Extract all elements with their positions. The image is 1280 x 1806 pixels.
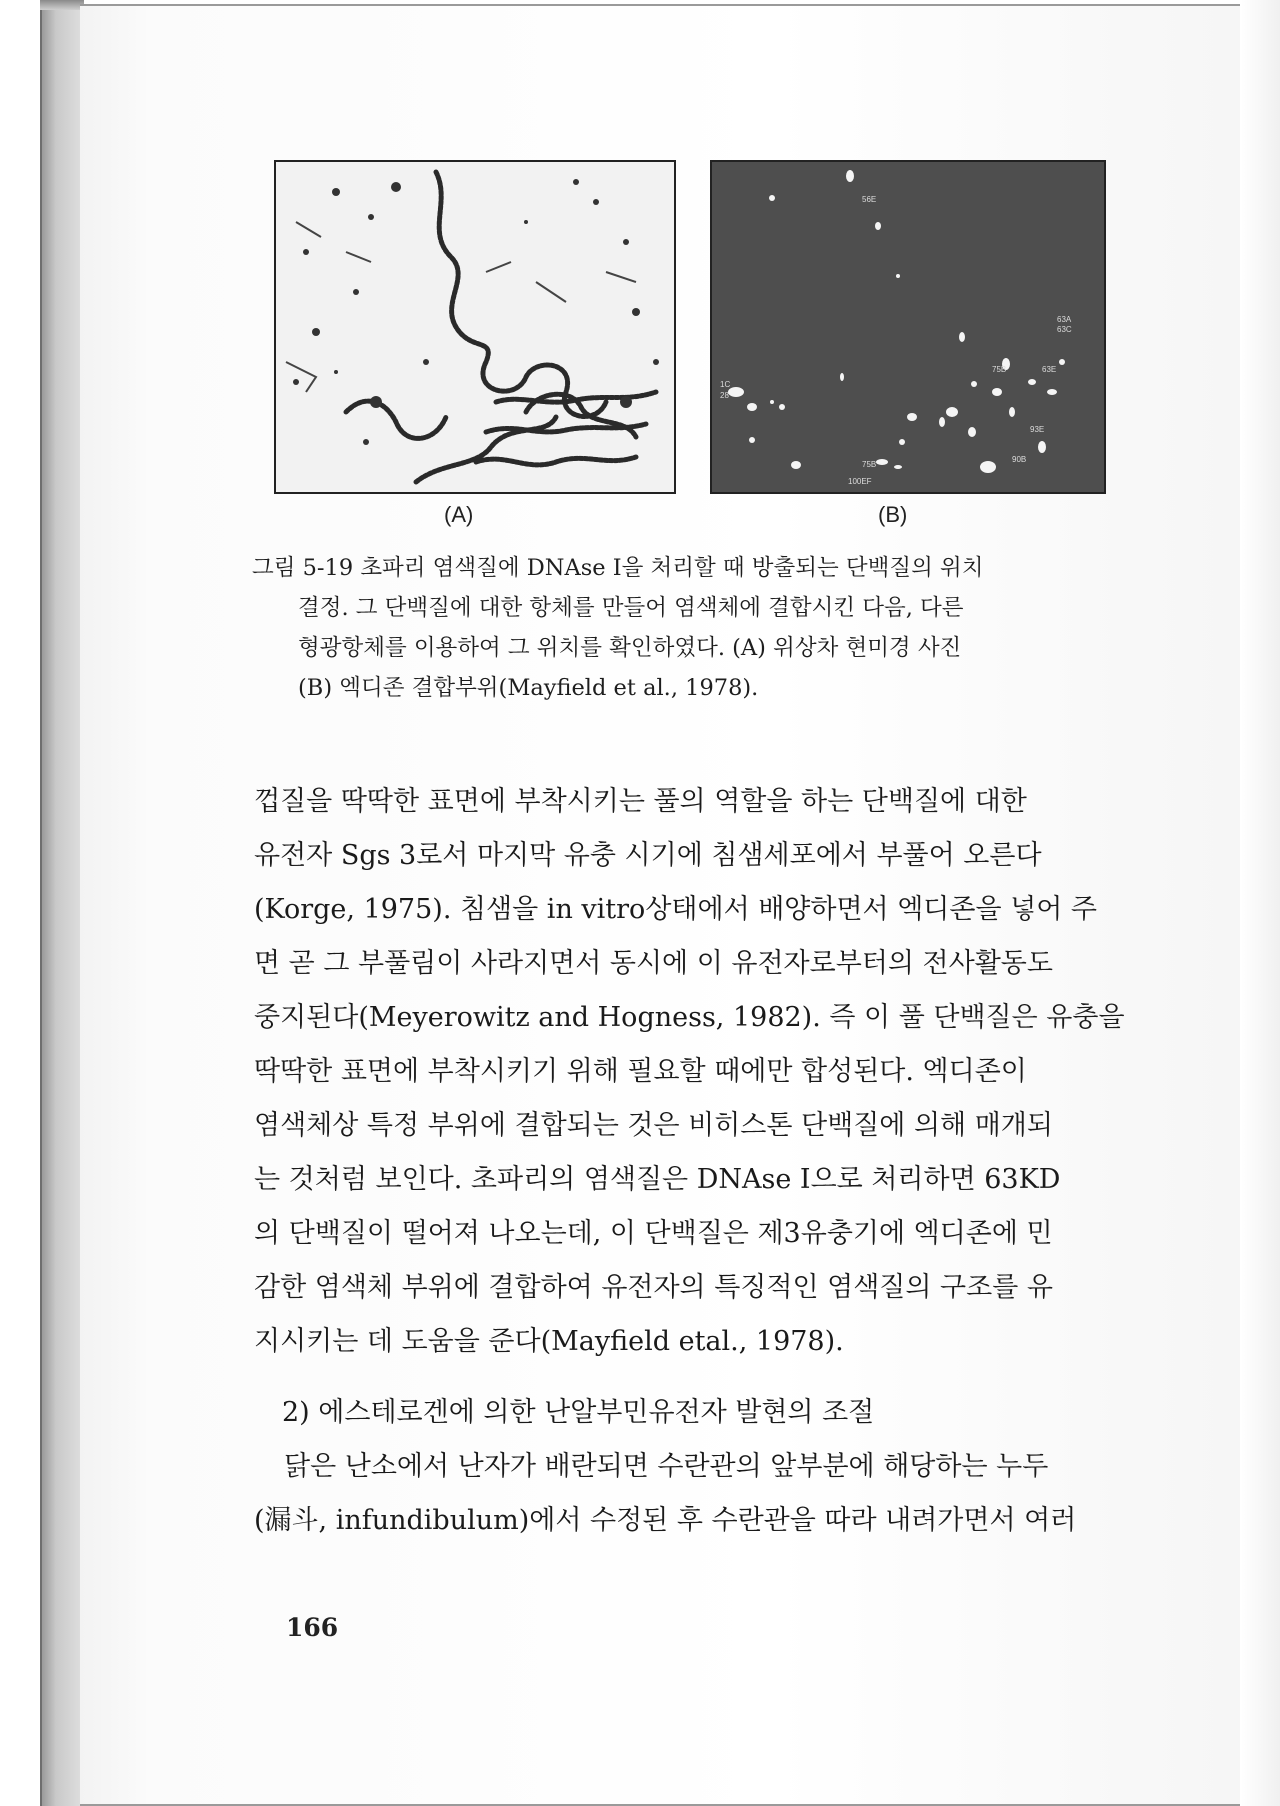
section-line: (漏斗, infundibulum)에서 수정된 후 수란관을 따라 내려가면서 여러 [254, 1505, 1077, 1536]
body-line: 면 곧 그 부풀림이 사라지면서 동시에 이 유전자로부터의 전사활동도 [254, 948, 1053, 979]
figure-panel-a-label: (A) [444, 502, 474, 527]
body-line: 딱딱한 표면에 부착시키기 위해 필요할 때에만 합성된다. 엑디존이 [254, 1056, 1027, 1087]
caption-line: 결정. 그 단백질에 대한 항체를 만들어 염색체에 결합시킨 다음, 다른 [298, 595, 964, 621]
body-line: 감한 염색체 부위에 결합하여 유전자의 특징적인 염색질의 구조를 유 [254, 1272, 1053, 1303]
page-shadow [1240, 0, 1280, 1806]
page-number: 166 [286, 1613, 339, 1642]
body-line: 는 것처럼 보인다. 초파리의 염색질은 DNAse I으로 처리하면 63KD [254, 1164, 1061, 1195]
svg-text:100EF: 100EF [848, 477, 872, 486]
figure-panel-b-label: (B) [878, 502, 908, 527]
svg-text:90B: 90B [1012, 455, 1027, 464]
caption-line: 그림 5-19 초파리 염색질에 DNAse I을 처리할 때 방출되는 단백질의 위치 [252, 555, 984, 581]
body-line: 의 단백질이 떨어져 나오는데, 이 단백질은 제3유충기에 엑디존에 민 [254, 1218, 1053, 1249]
body-line: 껍질을 딱딱한 표면에 부착시키는 풀의 역할을 하는 단백질에 대한 [254, 786, 1027, 817]
caption-line: 형광항체를 이용하여 그 위치를 확인하였다. (A) 위상차 현미경 사진 [298, 635, 962, 661]
body-line: 지시키는 데 도움을 준다(Mayfield etal., 1978). [254, 1326, 844, 1357]
body-line: (Korge, 1975). 침샘을 in vitro상태에서 배양하면서 엑디존을 넣어 주 [254, 894, 1097, 925]
section-line: 닭은 난소에서 난자가 배란되면 수란관의 앞부분에 해당하는 누두 [284, 1451, 1049, 1482]
figure-panel-b-fluorescence [710, 160, 1106, 494]
svg-text:1C: 1C [720, 380, 731, 389]
svg-text:93E: 93E [1030, 425, 1045, 434]
figure-panel-a-micrograph [274, 160, 676, 494]
svg-text:63E: 63E [1042, 365, 1057, 374]
book-spine-edge [40, 0, 82, 1806]
body-line: 염색체상 특정 부위에 결합되는 것은 비히스톤 단백질에 의해 매개되 [254, 1110, 1053, 1141]
figure-caption [252, 548, 1098, 708]
section-heading: 2) 에스테로겐에 의한 난알부민유전자 발현의 조절 [282, 1397, 875, 1428]
svg-text:75B: 75B [992, 365, 1007, 374]
caption-line: (B) 엑디존 결합부위(Mayfield et al., 1978). [298, 675, 759, 701]
svg-text:75B: 75B [862, 460, 877, 469]
svg-text:63A: 63A [1057, 315, 1072, 324]
svg-text:63C: 63C [1057, 325, 1072, 334]
body-paragraph [254, 775, 1125, 1369]
svg-text:56E: 56E [862, 195, 877, 204]
body-line: 유전자 Sgs 3로서 마지막 유충 시기에 침샘세포에서 부풀어 오른다 [254, 840, 1042, 871]
section-estrogen [254, 1386, 1114, 1548]
svg-text:28: 28 [720, 391, 729, 400]
body-line: 중지된다(Meyerowitz and Hogness, 1982). 즉 이 풀 단백질은 유충을 [254, 1002, 1125, 1033]
